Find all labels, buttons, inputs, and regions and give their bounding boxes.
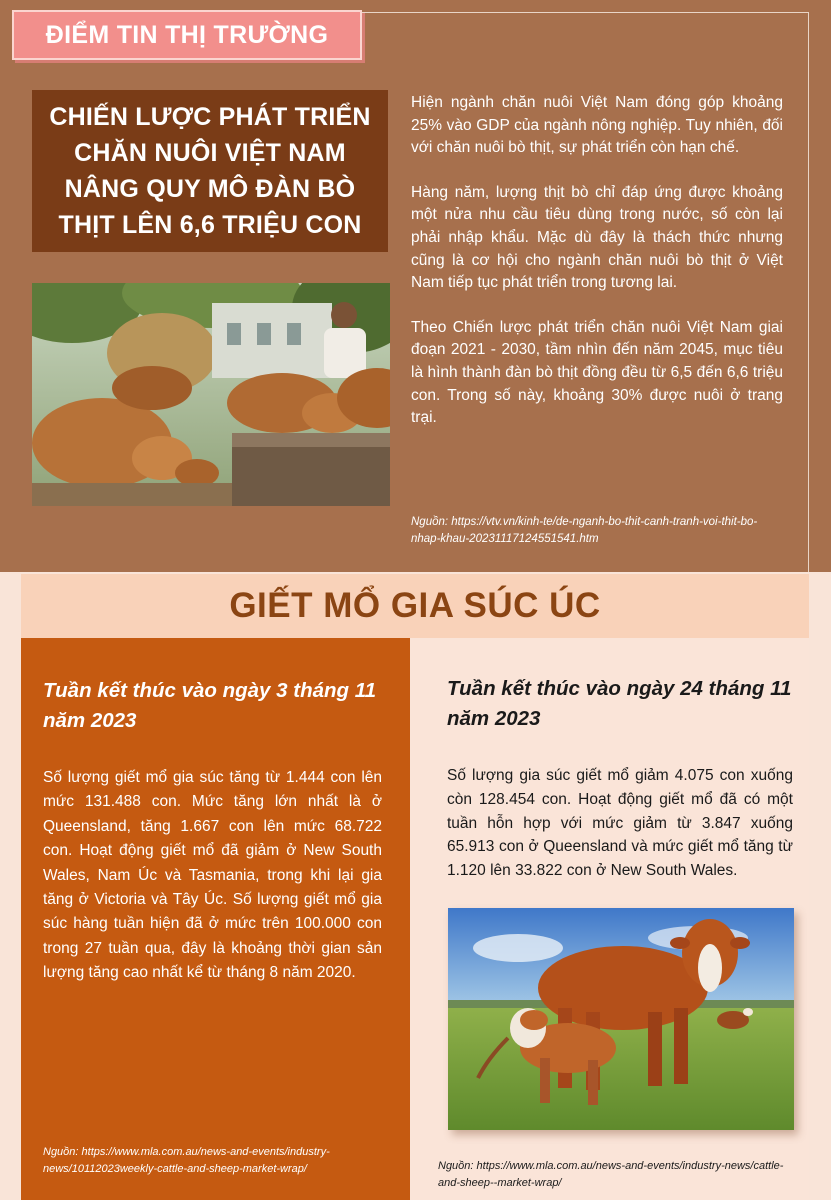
paragraph: Hiện ngành chăn nuôi Việt Nam đóng góp khoảng 25% vào GDP của ngành nông nghiệp. Tuy nhiên, đối với chăn nuôi bò thịt, sự phát triển còn hạn chế.: [411, 94, 783, 157]
source-link[interactable]: Nguồn: https://www.mla.com.au/news-and-events/industry-news/10112023weekly-cattle-and-sheep-market-wrap/: [43, 1146, 330, 1175]
cattle-farm-photo: [32, 283, 390, 506]
banner-title: GIẾT MỔ GIA SÚC ÚC: [229, 586, 601, 625]
slaughter-banner: [21, 574, 809, 638]
section-tag-label: ĐIỂM TIN THỊ TRƯỜNG: [45, 20, 329, 49]
headline-box: [32, 90, 388, 252]
headline-title: CHIẾN LƯỢC PHÁT TRIỂN CHĂN NUÔI VIỆT NAM NÂNG QUY MÔ ĐÀN BÒ THỊT LÊN 6,6 TRIỆU CON: [49, 103, 371, 239]
source-link[interactable]: Nguồn: https://www.mla.com.au/news-and-events/industry-news/cattle-and-sheep--market-wrap/: [438, 1160, 784, 1189]
source-link[interactable]: Nguồn: https://vtv.vn/kinh-te/de-nganh-bo-thit-canh-tranh-voi-thit-bo-nhap-khau-20231117124551541.htm: [411, 516, 758, 545]
market-news-body: [411, 92, 783, 452]
market-news-section: [0, 0, 831, 572]
column-heading: Tuần kết thúc vào ngày 24 tháng 11 năm 2023: [447, 677, 792, 730]
column-body: Số lượng gia súc giết mổ giảm 4.075 con xuống còn 128.454 con. Hoạt động giết mổ đã có một tuần hỗn hợp với mức giảm từ 3.847 xuống 65.913 con ở Queensland và mức giết mổ tăng từ 1.120 lên 33.822 con ở New South Wales.: [447, 767, 793, 880]
paragraph: Hàng năm, lượng thịt bò chỉ đáp ứng được khoảng một nửa nhu cầu tiêu dùng trong nước, số còn lại phải nhập khẩu. Mặc dù đây là thách thức nhưng cũng là cơ hội cho ngành chăn nuôi bò thịt ở Việt Nam tiếp tục phát triển trong tương lai.: [411, 183, 783, 292]
cow-and-calf-photo: [448, 908, 794, 1130]
column-body: Số lượng giết mổ gia súc tăng từ 1.444 con lên mức 131.488 con. Mức tăng lớn nhất là ở Queensland, tăng 1.667 con lên mức 68.722 con. Hoạt động giết mổ đã giảm ở New South Wales, Nam Úc và Tasmania, trong khi lại gia tăng ở Victoria và Tây Úc. Số lượng giết mổ gia súc hàng tuần hiện đã ở mức trên 100.000 con trong 27 tuần qua, đây là khoảng thời gian sản lượng tăng cao nhất kể từ tháng 8 năm 2020.: [43, 769, 382, 982]
paragraph: Theo Chiến lược phát triển chăn nuôi Việt Nam giai đoạn 2021 - 2030, tầm nhìn đến năm 2045, mục tiêu là hình thành đàn bò thịt đồng đều từ 6,5 đến 6,6 triệu con. Trong số này, khoảng 30% được nuôi ở trang trại.: [411, 318, 783, 427]
week-nov-24-column: [410, 638, 809, 1200]
section-tag: [12, 10, 362, 60]
column-heading: Tuần kết thúc vào ngày 3 tháng 11 năm 2023: [43, 679, 377, 732]
week-nov-3-column: [21, 638, 410, 1200]
